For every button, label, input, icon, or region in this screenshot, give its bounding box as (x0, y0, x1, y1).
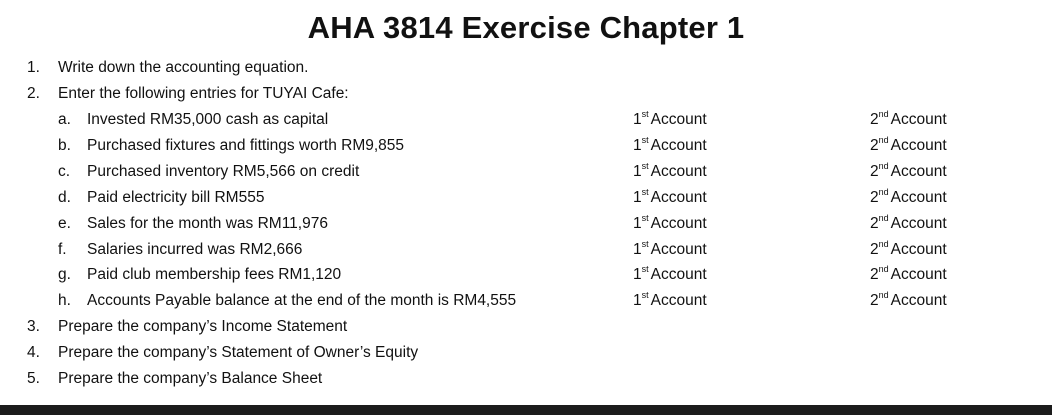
entry-text: Salaries incurred was RM2,666 (87, 241, 303, 258)
entry-letter: d. (58, 189, 71, 206)
second-account-word: Account (890, 241, 947, 258)
first-account-word: Account (650, 163, 707, 180)
first-account-suffix: st (641, 238, 649, 249)
question-text: Prepare the company’s Balance Sheet (58, 370, 323, 387)
question-item (0, 84, 1052, 110)
entry-letter: g. (58, 266, 71, 283)
entry-row (0, 214, 1052, 240)
first-account-label (633, 291, 707, 311)
second-account-label (870, 214, 947, 234)
entry-text: Purchased inventory RM5,566 on credit (87, 163, 360, 180)
entry-row (0, 265, 1052, 291)
question-number: 4. (27, 344, 40, 361)
entry-letter: h. (58, 292, 71, 309)
entry-letter: a. (58, 111, 71, 128)
first-account-word: Account (650, 266, 707, 283)
first-account-word: Account (650, 111, 707, 128)
second-account-suffix: nd (878, 212, 889, 223)
first-account-label (633, 188, 707, 208)
question-number: 5. (27, 370, 40, 387)
entry-text: Paid club membership fees RM1,120 (87, 266, 342, 283)
second-account-number: 2 (870, 292, 879, 309)
second-account-suffix: nd (878, 160, 889, 171)
second-account-word: Account (890, 215, 947, 232)
second-account-word: Account (890, 292, 947, 309)
entry-text: Invested RM35,000 cash as capital (87, 111, 329, 128)
second-account-label (870, 188, 947, 208)
first-account-number: 1 (633, 189, 642, 206)
first-account-number: 1 (633, 292, 642, 309)
second-account-label (870, 110, 947, 130)
entry-letter: c. (58, 163, 71, 180)
first-account-label (633, 110, 707, 130)
entry-text: Sales for the month was RM11,976 (87, 215, 328, 232)
page-title: AHA 3814 Exercise Chapter 1 (307, 10, 745, 45)
second-account-number: 2 (870, 215, 879, 232)
second-account-number: 2 (870, 137, 879, 154)
second-account-number: 2 (870, 189, 879, 206)
question-text: Enter the following entries for TUYAI Cafe: (58, 85, 349, 102)
second-account-label (870, 240, 947, 260)
first-account-word: Account (650, 189, 707, 206)
first-account-label (633, 265, 707, 285)
first-account-suffix: st (641, 160, 649, 171)
second-account-number: 2 (870, 241, 879, 258)
entry-row (0, 110, 1052, 136)
first-account-number: 1 (633, 266, 642, 283)
first-account-label (633, 162, 707, 182)
entry-letter: b. (58, 137, 71, 154)
entry-text: Purchased fixtures and fittings worth RM9,855 (87, 137, 405, 154)
first-account-number: 1 (633, 137, 642, 154)
first-account-number: 1 (633, 163, 642, 180)
second-account-number: 2 (870, 111, 879, 128)
second-account-word: Account (890, 111, 947, 128)
first-account-label (633, 240, 707, 260)
first-account-suffix: st (641, 289, 649, 300)
first-account-word: Account (650, 137, 707, 154)
second-account-label (870, 265, 947, 285)
question-item (0, 369, 1052, 395)
entry-letter: f. (58, 241, 67, 258)
first-account-suffix: st (641, 186, 649, 197)
first-account-label (633, 214, 707, 234)
second-account-suffix: nd (878, 238, 889, 249)
entry-letter: e. (58, 215, 71, 232)
question-item (0, 317, 1052, 343)
entry-row (0, 188, 1052, 214)
entry-row (0, 291, 1052, 317)
entry-text: Paid electricity bill RM555 (87, 189, 265, 206)
question-item (0, 58, 1052, 84)
bottom-edge-bar (0, 405, 1052, 415)
first-account-label (633, 136, 707, 156)
entry-row (0, 136, 1052, 162)
second-account-suffix: nd (878, 186, 889, 197)
entry-row (0, 240, 1052, 266)
second-account-number: 2 (870, 163, 879, 180)
first-account-word: Account (650, 215, 707, 232)
first-account-suffix: st (641, 263, 649, 274)
second-account-word: Account (890, 137, 947, 154)
question-text: Prepare the company’s Income Statement (58, 318, 348, 335)
first-account-number: 1 (633, 111, 642, 128)
second-account-suffix: nd (878, 108, 889, 119)
question-text: Prepare the company’s Statement of Owner’s Equity (58, 344, 419, 361)
first-account-word: Account (650, 292, 707, 309)
question-number: 2. (27, 85, 40, 102)
first-account-word: Account (650, 241, 707, 258)
first-account-suffix: st (641, 212, 649, 223)
second-account-label (870, 136, 947, 156)
second-account-label (870, 162, 947, 182)
question-number: 1. (27, 59, 40, 76)
second-account-label (870, 291, 947, 311)
first-account-number: 1 (633, 215, 642, 232)
second-account-number: 2 (870, 266, 879, 283)
entry-text: Accounts Payable balance at the end of the month is RM4,555 (87, 292, 517, 309)
first-account-suffix: st (641, 108, 649, 119)
second-account-suffix: nd (878, 134, 889, 145)
second-account-suffix: nd (878, 289, 889, 300)
second-account-word: Account (890, 189, 947, 206)
question-number: 3. (27, 318, 40, 335)
question-item (0, 343, 1052, 369)
entry-row (0, 162, 1052, 188)
first-account-suffix: st (641, 134, 649, 145)
second-account-suffix: nd (878, 263, 889, 274)
question-text: Write down the accounting equation. (58, 59, 309, 76)
second-account-word: Account (890, 163, 947, 180)
first-account-number: 1 (633, 241, 642, 258)
second-account-word: Account (890, 266, 947, 283)
